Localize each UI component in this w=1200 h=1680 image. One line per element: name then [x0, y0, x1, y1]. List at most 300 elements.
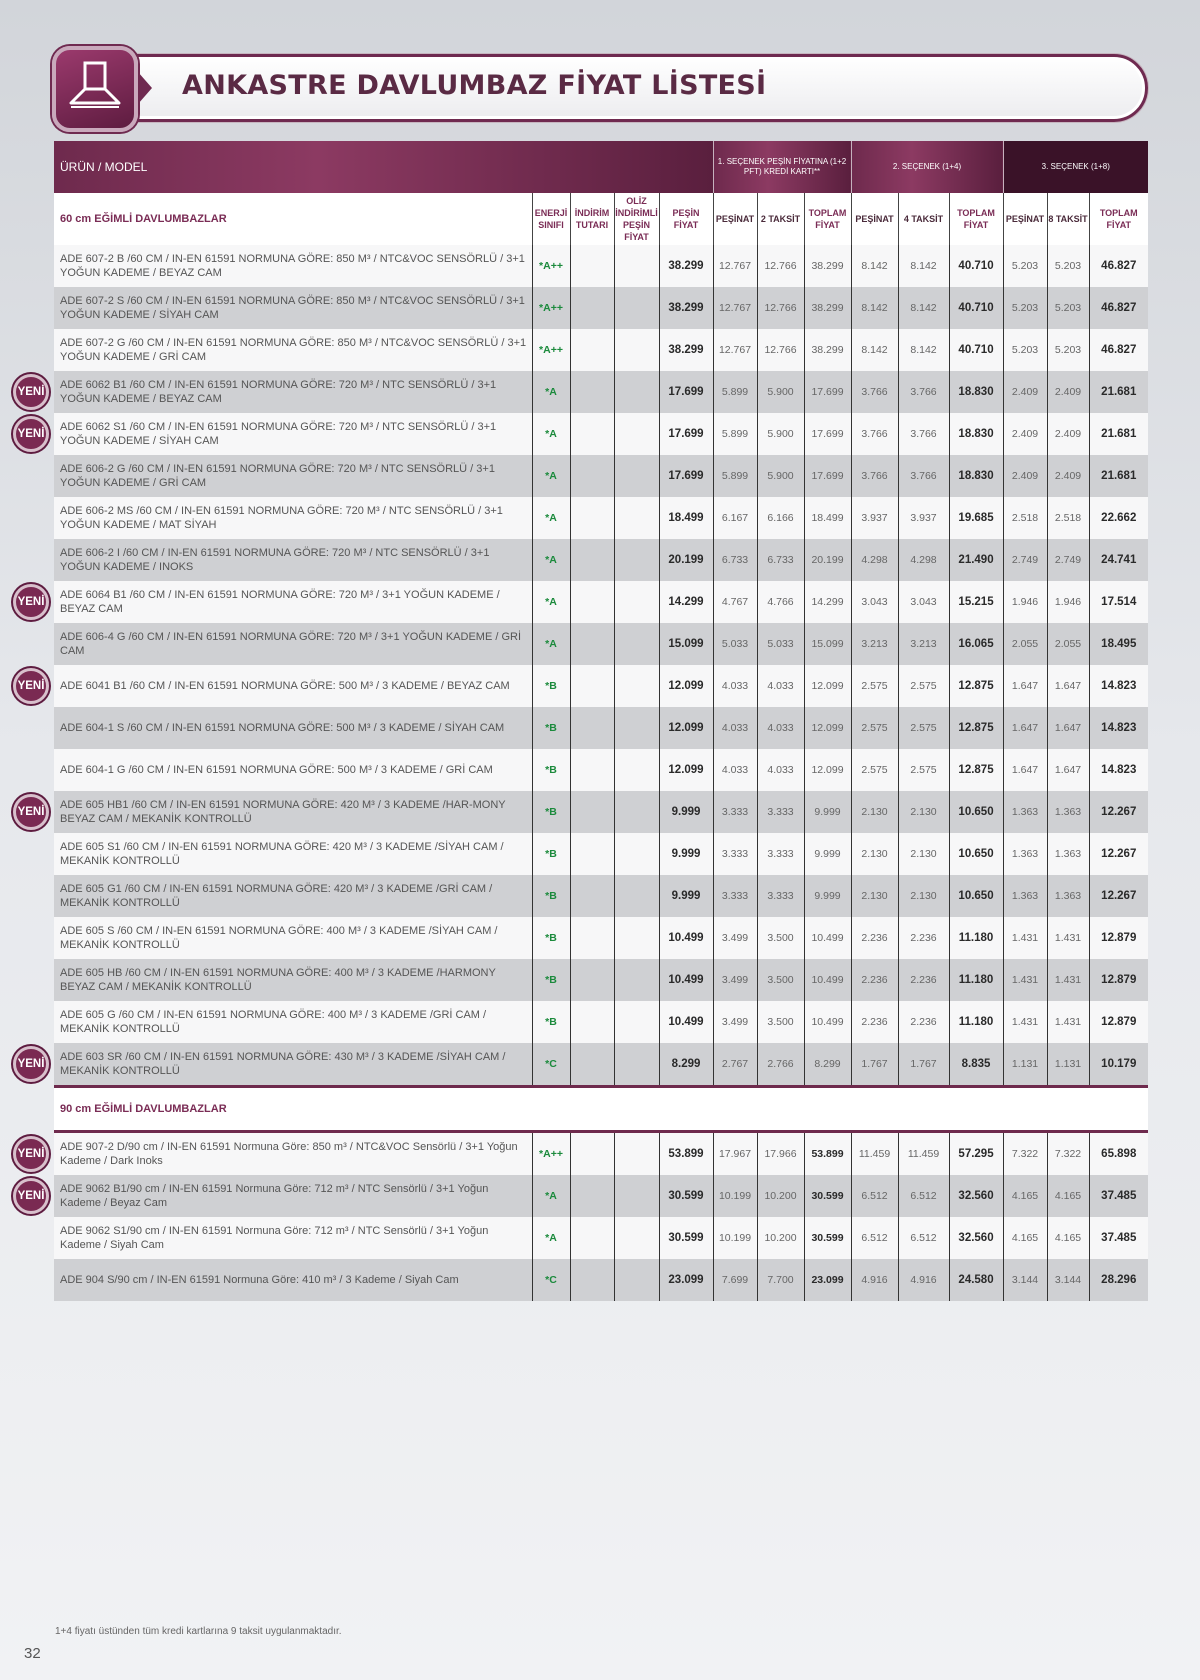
discount-amount — [570, 833, 614, 875]
opt3-downpayment: 1.647 — [1003, 749, 1047, 791]
opt1-downpayment: 5.899 — [713, 413, 757, 455]
opt1-total: 38.299 — [804, 329, 851, 371]
opt1-downpayment: 3.333 — [713, 791, 757, 833]
energy-class: *A — [532, 1217, 570, 1259]
opt2-downpayment: 3.766 — [851, 455, 898, 497]
opt1-downpayment: 7.699 — [713, 1259, 757, 1301]
banner-arrow — [138, 72, 152, 104]
subheader-t2: 2 TAKSİT — [757, 193, 804, 245]
opt2-downpayment: 2.130 — [851, 833, 898, 875]
subheader-row — [54, 193, 1148, 245]
discount-amount — [570, 1217, 614, 1259]
table-row — [54, 1001, 1148, 1043]
opt2-downpayment: 3.043 — [851, 581, 898, 623]
new-badge: YENİ — [13, 794, 49, 830]
opt3-total: 14.823 — [1089, 665, 1148, 707]
new-badge: YENİ — [13, 1136, 49, 1172]
opt3-downpayment: 2.518 — [1003, 497, 1047, 539]
opt1-installment: 4.033 — [757, 749, 804, 791]
opt2-installment: 3.766 — [898, 413, 949, 455]
opt1-installment: 5.900 — [757, 413, 804, 455]
subheader-oliz: OLİZ İNDİRİMLİ PEŞİN FİYAT — [614, 193, 659, 245]
opt3-total: 10.179 — [1089, 1043, 1148, 1085]
opt1-installment: 4.766 — [757, 581, 804, 623]
opt1-downpayment: 12.767 — [713, 287, 757, 329]
opt2-downpayment: 4.916 — [851, 1259, 898, 1301]
opt2-downpayment: 3.937 — [851, 497, 898, 539]
product-model: ADE 6064 B1 /60 CM / IN-EN 61591 NORMUNA GÖRE: 720 M³ / 3+1 YOĞUN KADEME / BEYAZ CAM — [54, 581, 532, 623]
product-model: ADE 605 G1 /60 CM / IN-EN 61591 NORMUNA GÖRE: 420 M³ / 3 KADEME /GRİ CAM / MEKANİK KONTROLLÜ — [54, 875, 532, 917]
cash-price: 10.499 — [659, 1001, 713, 1043]
opt1-total: 38.299 — [804, 245, 851, 287]
title-banner — [52, 52, 1148, 124]
table-row — [54, 371, 1148, 413]
opt1-total: 30.599 — [804, 1217, 851, 1259]
opt3-total: 18.495 — [1089, 623, 1148, 665]
table-row — [54, 665, 1148, 707]
opt3-total: 14.823 — [1089, 749, 1148, 791]
opt1-downpayment: 5.899 — [713, 371, 757, 413]
opt1-total: 14.299 — [804, 581, 851, 623]
footnote: 1+4 fiyatı üstünden tüm kredi kartlarına 9 taksit uygulanmaktadır. — [55, 1626, 342, 1637]
opt1-downpayment: 4.033 — [713, 749, 757, 791]
opt3-downpayment: 1.946 — [1003, 581, 1047, 623]
opt3-installment: 1.131 — [1047, 1043, 1089, 1085]
opt3-downpayment: 1.647 — [1003, 665, 1047, 707]
discount-amount — [570, 791, 614, 833]
discount-amount — [570, 665, 614, 707]
opt1-total: 38.299 — [804, 287, 851, 329]
opt1-downpayment: 3.499 — [713, 959, 757, 1001]
oliz-price — [614, 833, 659, 875]
product-model: ADE 9062 B1/90 cm / IN-EN 61591 Normuna Göre: 712 m³ / NTC Sensörlü / 3+1 Yoğun Kademe / Beyaz Cam — [54, 1175, 532, 1217]
subheader-down: PEŞİNAT — [713, 193, 757, 245]
opt2-downpayment: 8.142 — [851, 245, 898, 287]
opt1-total: 23.099 — [804, 1259, 851, 1301]
product-model: ADE 6062 S1 /60 CM / IN-EN 61591 NORMUNA GÖRE: 720 M³ / NTC SENSÖRLÜ / 3+1 YOĞUN KADEME / SİYAH CAM — [54, 413, 532, 455]
opt1-downpayment: 3.499 — [713, 1001, 757, 1043]
opt1-total: 12.099 — [804, 707, 851, 749]
energy-class: *B — [532, 749, 570, 791]
opt3-installment: 1.647 — [1047, 707, 1089, 749]
oliz-price — [614, 1175, 659, 1217]
opt3-installment: 1.647 — [1047, 665, 1089, 707]
header-row — [54, 141, 1148, 193]
opt1-installment: 6.733 — [757, 539, 804, 581]
energy-class: *A — [532, 455, 570, 497]
oliz-price — [614, 245, 659, 287]
opt3-downpayment: 4.165 — [1003, 1175, 1047, 1217]
discount-amount — [570, 917, 614, 959]
table-row — [54, 1217, 1148, 1259]
opt3-installment: 2.749 — [1047, 539, 1089, 581]
oliz-price — [614, 959, 659, 1001]
oliz-price — [614, 1001, 659, 1043]
page-number: 32 — [24, 1645, 41, 1662]
subheader-energy: ENERJİ SINIFI — [532, 193, 570, 245]
opt1-installment: 4.033 — [757, 707, 804, 749]
table-row — [54, 287, 1148, 329]
opt2-installment: 8.142 — [898, 245, 949, 287]
opt3-installment: 2.518 — [1047, 497, 1089, 539]
product-model: ADE 604-1 G /60 CM / IN-EN 61591 NORMUNA GÖRE: 500 M³ / 3 KADEME / GRİ CAM — [54, 749, 532, 791]
opt3-downpayment: 5.203 — [1003, 329, 1047, 371]
cash-price: 9.999 — [659, 791, 713, 833]
cooker-hood-icon — [52, 46, 138, 132]
product-model: ADE 607-2 G /60 CM / IN-EN 61591 NORMUNA GÖRE: 850 M³ / NTC&VOC SENSÖRLÜ / 3+1 YOĞUN KADEME / GRİ CAM — [54, 329, 532, 371]
energy-class: *B — [532, 959, 570, 1001]
discount-amount — [570, 581, 614, 623]
opt2-installment: 2.575 — [898, 665, 949, 707]
cash-price: 9.999 — [659, 833, 713, 875]
product-model: ADE 904 S/90 cm / IN-EN 61591 Normuna Göre: 410 m³ / 3 Kademe / Siyah Cam — [54, 1259, 532, 1301]
opt3-installment: 4.165 — [1047, 1175, 1089, 1217]
new-badge: YENİ — [13, 584, 49, 620]
opt3-downpayment: 4.165 — [1003, 1217, 1047, 1259]
opt2-total: 10.650 — [949, 833, 1003, 875]
oliz-price — [614, 917, 659, 959]
option3-header: 3. SEÇENEK (1+8) — [1003, 141, 1148, 193]
opt1-installment: 10.200 — [757, 1175, 804, 1217]
cash-price: 14.299 — [659, 581, 713, 623]
opt1-downpayment: 5.033 — [713, 623, 757, 665]
opt1-downpayment: 6.733 — [713, 539, 757, 581]
product-model: ADE 6062 B1 /60 CM / IN-EN 61591 NORMUNA GÖRE: 720 M³ / NTC SENSÖRLÜ / 3+1 YOĞUN KADEME / BEYAZ CAM — [54, 371, 532, 413]
cash-price: 23.099 — [659, 1259, 713, 1301]
energy-class: *A — [532, 581, 570, 623]
opt2-installment: 2.575 — [898, 749, 949, 791]
opt2-downpayment: 2.575 — [851, 749, 898, 791]
opt2-total: 12.875 — [949, 707, 1003, 749]
opt2-total: 15.215 — [949, 581, 1003, 623]
table-row — [54, 455, 1148, 497]
opt3-total: 37.485 — [1089, 1175, 1148, 1217]
opt2-total: 40.710 — [949, 245, 1003, 287]
opt2-total: 12.875 — [949, 749, 1003, 791]
opt2-downpayment: 2.130 — [851, 875, 898, 917]
oliz-price — [614, 539, 659, 581]
opt2-downpayment: 2.575 — [851, 707, 898, 749]
energy-class: *B — [532, 917, 570, 959]
opt3-installment: 1.363 — [1047, 791, 1089, 833]
opt1-installment: 10.200 — [757, 1217, 804, 1259]
subheader-t4: 4 TAKSİT — [898, 193, 949, 245]
table-row — [54, 539, 1148, 581]
subheader-down: PEŞİNAT — [1003, 193, 1047, 245]
table-row — [54, 413, 1148, 455]
opt2-downpayment: 1.767 — [851, 1043, 898, 1085]
opt1-total: 9.999 — [804, 875, 851, 917]
opt1-installment: 17.966 — [757, 1133, 804, 1175]
opt3-downpayment: 2.409 — [1003, 413, 1047, 455]
product-model: ADE 605 S /60 CM / IN-EN 61591 NORMUNA GÖRE: 400 M³ / 3 KADEME /SİYAH CAM / MEKANİK KONTROLLÜ — [54, 917, 532, 959]
opt1-total: 20.199 — [804, 539, 851, 581]
energy-class: *A — [532, 1175, 570, 1217]
subheader-t8: 8 TAKSİT — [1047, 193, 1089, 245]
discount-amount — [570, 539, 614, 581]
opt1-total: 9.999 — [804, 833, 851, 875]
opt2-downpayment: 2.236 — [851, 1001, 898, 1043]
table-row — [54, 833, 1148, 875]
opt1-total: 10.499 — [804, 1001, 851, 1043]
opt3-total: 37.485 — [1089, 1217, 1148, 1259]
oliz-price — [614, 1217, 659, 1259]
table-row — [54, 791, 1148, 833]
energy-class: *A — [532, 539, 570, 581]
oliz-price — [614, 749, 659, 791]
energy-class: *B — [532, 1001, 570, 1043]
opt2-downpayment: 2.236 — [851, 917, 898, 959]
opt1-installment: 12.766 — [757, 287, 804, 329]
table-row — [54, 1175, 1148, 1217]
cash-price: 38.299 — [659, 245, 713, 287]
oliz-price — [614, 497, 659, 539]
cash-price: 30.599 — [659, 1175, 713, 1217]
opt3-downpayment: 1.131 — [1003, 1043, 1047, 1085]
opt3-downpayment: 5.203 — [1003, 245, 1047, 287]
discount-amount — [570, 1133, 614, 1175]
cash-price: 18.499 — [659, 497, 713, 539]
table-row — [54, 245, 1148, 287]
opt3-total: 22.662 — [1089, 497, 1148, 539]
opt2-total: 57.295 — [949, 1133, 1003, 1175]
opt2-installment: 2.236 — [898, 1001, 949, 1043]
opt1-total: 53.899 — [804, 1133, 851, 1175]
energy-class: *A++ — [532, 245, 570, 287]
cash-price: 20.199 — [659, 539, 713, 581]
opt3-total: 65.898 — [1089, 1133, 1148, 1175]
cash-price: 30.599 — [659, 1217, 713, 1259]
opt2-installment: 2.130 — [898, 875, 949, 917]
opt1-installment: 5.900 — [757, 371, 804, 413]
opt1-total: 12.099 — [804, 749, 851, 791]
table-row — [54, 1043, 1148, 1085]
opt3-installment: 2.409 — [1047, 413, 1089, 455]
opt2-downpayment: 6.512 — [851, 1175, 898, 1217]
opt2-total: 18.830 — [949, 371, 1003, 413]
opt2-installment: 8.142 — [898, 287, 949, 329]
opt3-downpayment: 2.055 — [1003, 623, 1047, 665]
table-row — [54, 329, 1148, 371]
opt3-downpayment: 1.363 — [1003, 791, 1047, 833]
opt2-total: 32.560 — [949, 1175, 1003, 1217]
new-badge: YENİ — [13, 416, 49, 452]
opt2-total: 24.580 — [949, 1259, 1003, 1301]
opt3-installment: 1.647 — [1047, 749, 1089, 791]
cash-price: 53.899 — [659, 1133, 713, 1175]
discount-amount — [570, 497, 614, 539]
table-row — [54, 707, 1148, 749]
opt1-downpayment: 12.767 — [713, 329, 757, 371]
discount-amount — [570, 623, 614, 665]
oliz-price — [614, 623, 659, 665]
discount-amount — [570, 455, 614, 497]
opt2-installment: 3.043 — [898, 581, 949, 623]
opt2-installment: 8.142 — [898, 329, 949, 371]
opt2-installment: 2.130 — [898, 833, 949, 875]
oliz-price — [614, 707, 659, 749]
opt2-installment: 2.575 — [898, 707, 949, 749]
oliz-price — [614, 413, 659, 455]
opt3-downpayment: 2.749 — [1003, 539, 1047, 581]
opt3-total: 12.267 — [1089, 791, 1148, 833]
oliz-price — [614, 371, 659, 413]
discount-amount — [570, 707, 614, 749]
subheader-total: TOPLAM FİYAT — [804, 193, 851, 245]
opt1-downpayment: 3.333 — [713, 875, 757, 917]
opt2-downpayment: 2.575 — [851, 665, 898, 707]
oliz-price — [614, 581, 659, 623]
discount-amount — [570, 329, 614, 371]
opt1-downpayment: 5.899 — [713, 455, 757, 497]
opt2-downpayment: 3.766 — [851, 371, 898, 413]
product-model: ADE 606-2 MS /60 CM / IN-EN 61591 NORMUNA GÖRE: 720 M³ / NTC SENSÖRLÜ / 3+1 YOĞUN KADEME / MAT SİYAH — [54, 497, 532, 539]
opt3-installment: 1.431 — [1047, 1001, 1089, 1043]
opt3-installment: 7.322 — [1047, 1133, 1089, 1175]
opt3-total: 14.823 — [1089, 707, 1148, 749]
section-title: 60 cm EĞİMLİ DAVLUMBAZLAR — [54, 193, 532, 245]
opt2-total: 32.560 — [949, 1217, 1003, 1259]
oliz-price — [614, 1133, 659, 1175]
product-model: ADE 603 SR /60 CM / IN-EN 61591 NORMUNA GÖRE: 430 M³ / 3 KADEME /SİYAH CAM / MEKANİK KONTROLLÜ — [54, 1043, 532, 1085]
opt1-downpayment: 17.967 — [713, 1133, 757, 1175]
oliz-price — [614, 1259, 659, 1301]
opt2-total: 11.180 — [949, 1001, 1003, 1043]
product-model: ADE 9062 S1/90 cm / IN-EN 61591 Normuna Göre: 712 m³ / NTC Sensörlü / 3+1 Yoğun Kademe / Siyah Cam — [54, 1217, 532, 1259]
opt3-total: 17.514 — [1089, 581, 1148, 623]
opt3-total: 12.267 — [1089, 833, 1148, 875]
opt1-installment: 3.500 — [757, 917, 804, 959]
opt3-downpayment: 1.431 — [1003, 917, 1047, 959]
opt2-installment: 1.767 — [898, 1043, 949, 1085]
oliz-price — [614, 791, 659, 833]
opt3-downpayment: 1.431 — [1003, 959, 1047, 1001]
option2-header: 2. SEÇENEK (1+4) — [851, 141, 1003, 193]
energy-class: *A — [532, 623, 570, 665]
product-model: ADE 606-2 I /60 CM / IN-EN 61591 NORMUNA GÖRE: 720 M³ / NTC SENSÖRLÜ / 3+1 YOĞUN KADEME / INOKS — [54, 539, 532, 581]
opt3-total: 12.879 — [1089, 1001, 1148, 1043]
table-row — [54, 959, 1148, 1001]
opt3-installment: 3.144 — [1047, 1259, 1089, 1301]
product-model: ADE 605 S1 /60 CM / IN-EN 61591 NORMUNA GÖRE: 420 M³ / 3 KADEME /SİYAH CAM / MEKANİK KONTROLLÜ — [54, 833, 532, 875]
opt1-installment: 3.333 — [757, 833, 804, 875]
opt1-installment: 12.766 — [757, 245, 804, 287]
opt2-downpayment: 8.142 — [851, 329, 898, 371]
product-model: ADE 607-2 B /60 CM / IN-EN 61591 NORMUNA GÖRE: 850 M³ / NTC&VOC SENSÖRLÜ / 3+1 YOĞUN KADEME / BEYAZ CAM — [54, 245, 532, 287]
opt2-installment: 4.916 — [898, 1259, 949, 1301]
opt1-total: 9.999 — [804, 791, 851, 833]
option1-header: 1. SEÇENEK PEŞİN FİYATINA (1+2 PFT) KREDİ KARTI** — [713, 141, 851, 193]
opt1-installment: 5.900 — [757, 455, 804, 497]
opt3-downpayment: 3.144 — [1003, 1259, 1047, 1301]
opt2-installment: 11.459 — [898, 1133, 949, 1175]
opt3-downpayment: 1.431 — [1003, 1001, 1047, 1043]
page-title: ANKASTRE DAVLUMBAZ FİYAT LİSTESİ — [182, 70, 767, 101]
opt3-total: 46.827 — [1089, 245, 1148, 287]
opt3-total: 46.827 — [1089, 329, 1148, 371]
opt1-total: 10.499 — [804, 917, 851, 959]
opt1-downpayment: 3.499 — [713, 917, 757, 959]
energy-class: *B — [532, 833, 570, 875]
opt3-total: 12.879 — [1089, 959, 1148, 1001]
discount-amount — [570, 875, 614, 917]
energy-class: *B — [532, 791, 570, 833]
product-model: ADE 604-1 S /60 CM / IN-EN 61591 NORMUNA GÖRE: 500 M³ / 3 KADEME / SİYAH CAM — [54, 707, 532, 749]
opt3-total: 21.681 — [1089, 413, 1148, 455]
energy-class: *A++ — [532, 1133, 570, 1175]
product-model: ADE 605 HB1 /60 CM / IN-EN 61591 NORMUNA GÖRE: 420 M³ / 3 KADEME /HAR-MONY BEYAZ CAM / MEKANİK KONTROLLÜ — [54, 791, 532, 833]
opt3-installment: 2.409 — [1047, 455, 1089, 497]
opt1-installment: 2.766 — [757, 1043, 804, 1085]
opt1-total: 12.099 — [804, 665, 851, 707]
table-row — [54, 917, 1148, 959]
opt2-total: 10.650 — [949, 791, 1003, 833]
table-row — [54, 581, 1148, 623]
subheader-down: PEŞİNAT — [851, 193, 898, 245]
opt2-installment: 6.512 — [898, 1175, 949, 1217]
opt3-installment: 2.055 — [1047, 623, 1089, 665]
opt2-downpayment: 2.130 — [851, 791, 898, 833]
section-title: 90 cm EĞİMLİ DAVLUMBAZLAR — [54, 1088, 1148, 1130]
opt1-total: 17.699 — [804, 413, 851, 455]
opt1-installment: 3.500 — [757, 959, 804, 1001]
opt3-total: 24.741 — [1089, 539, 1148, 581]
table-row — [54, 1259, 1148, 1301]
energy-class: *B — [532, 707, 570, 749]
oliz-price — [614, 287, 659, 329]
oliz-price — [614, 329, 659, 371]
energy-class: *A — [532, 413, 570, 455]
opt2-downpayment: 8.142 — [851, 287, 898, 329]
opt1-downpayment: 6.167 — [713, 497, 757, 539]
opt2-total: 19.685 — [949, 497, 1003, 539]
energy-class: *C — [532, 1043, 570, 1085]
opt3-installment: 1.363 — [1047, 833, 1089, 875]
subheader-total: TOPLAM FİYAT — [1089, 193, 1148, 245]
energy-class: *A++ — [532, 287, 570, 329]
opt2-total: 18.830 — [949, 413, 1003, 455]
opt1-installment: 12.766 — [757, 329, 804, 371]
opt3-total: 46.827 — [1089, 287, 1148, 329]
energy-class: *A++ — [532, 329, 570, 371]
oliz-price — [614, 665, 659, 707]
product-model: ADE 6041 B1 /60 CM / IN-EN 61591 NORMUNA GÖRE: 500 M³ / 3 KADEME / BEYAZ CAM — [54, 665, 532, 707]
discount-amount — [570, 959, 614, 1001]
opt1-downpayment: 12.767 — [713, 245, 757, 287]
cash-price: 38.299 — [659, 329, 713, 371]
new-badge: YENİ — [13, 374, 49, 410]
opt2-downpayment: 3.766 — [851, 413, 898, 455]
subheader-cash: PEŞİN FİYAT — [659, 193, 713, 245]
opt2-total: 18.830 — [949, 455, 1003, 497]
cash-price: 9.999 — [659, 875, 713, 917]
cash-price: 12.099 — [659, 665, 713, 707]
cash-price: 15.099 — [659, 623, 713, 665]
opt1-downpayment: 4.033 — [713, 665, 757, 707]
opt1-installment: 3.500 — [757, 1001, 804, 1043]
opt3-downpayment: 1.363 — [1003, 875, 1047, 917]
opt3-installment: 1.431 — [1047, 917, 1089, 959]
opt2-total: 21.490 — [949, 539, 1003, 581]
opt2-installment: 3.766 — [898, 371, 949, 413]
opt3-installment: 2.409 — [1047, 371, 1089, 413]
opt3-installment: 1.946 — [1047, 581, 1089, 623]
opt2-installment: 2.130 — [898, 791, 949, 833]
opt1-total: 17.699 — [804, 455, 851, 497]
discount-amount — [570, 1043, 614, 1085]
table-row — [54, 875, 1148, 917]
opt1-installment: 4.033 — [757, 665, 804, 707]
